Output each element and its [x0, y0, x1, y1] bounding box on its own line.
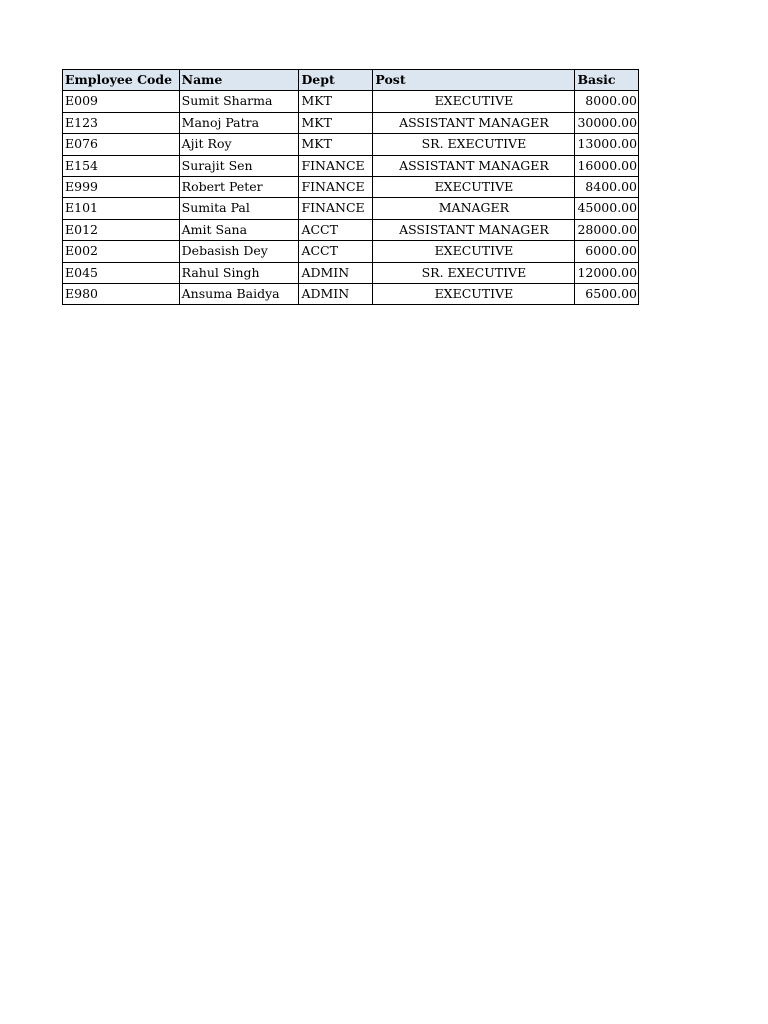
- employee-table: [62, 69, 639, 305]
- cell-basic: 13000.00: [575, 134, 639, 155]
- cell-employee-code: E012: [63, 219, 180, 240]
- cell-name: Ajit Roy: [179, 134, 299, 155]
- cell-post: SR. EXECUTIVE: [373, 262, 575, 283]
- table-row: [63, 219, 639, 240]
- cell-name: Ansuma Baidya: [179, 284, 299, 305]
- header-employee-code: Employee Code: [63, 70, 180, 91]
- cell-post: ASSISTANT MANAGER: [373, 219, 575, 240]
- table-row: [63, 262, 639, 283]
- cell-post: SR. EXECUTIVE: [373, 134, 575, 155]
- cell-basic: 8000.00: [575, 91, 639, 112]
- cell-basic: 6500.00: [575, 284, 639, 305]
- cell-employee-code: E999: [63, 177, 180, 198]
- cell-basic: 6000.00: [575, 241, 639, 262]
- cell-name: Manoj Patra: [179, 112, 299, 133]
- table-row: [63, 177, 639, 198]
- cell-post: MANAGER: [373, 198, 575, 219]
- cell-name: Rahul Singh: [179, 262, 299, 283]
- header-post: Post: [373, 70, 575, 91]
- table-row: [63, 241, 639, 262]
- cell-basic: 16000.00: [575, 155, 639, 176]
- table-row: [63, 112, 639, 133]
- cell-basic: 30000.00: [575, 112, 639, 133]
- cell-name: Sumit Sharma: [179, 91, 299, 112]
- cell-dept: ACCT: [299, 219, 373, 240]
- cell-basic: 8400.00: [575, 177, 639, 198]
- cell-dept: FINANCE: [299, 198, 373, 219]
- cell-employee-code: E123: [63, 112, 180, 133]
- header-name: Name: [179, 70, 299, 91]
- table-row: [63, 91, 639, 112]
- cell-post: EXECUTIVE: [373, 177, 575, 198]
- cell-name: Amit Sana: [179, 219, 299, 240]
- cell-employee-code: E009: [63, 91, 180, 112]
- cell-post: EXECUTIVE: [373, 91, 575, 112]
- cell-post: ASSISTANT MANAGER: [373, 112, 575, 133]
- cell-name: Surajit Sen: [179, 155, 299, 176]
- cell-dept: ADMIN: [299, 284, 373, 305]
- cell-name: Debasish Dey: [179, 241, 299, 262]
- table-row: [63, 134, 639, 155]
- cell-basic: 12000.00: [575, 262, 639, 283]
- table-row: [63, 284, 639, 305]
- cell-post: ASSISTANT MANAGER: [373, 155, 575, 176]
- cell-dept: ADMIN: [299, 262, 373, 283]
- cell-employee-code: E076: [63, 134, 180, 155]
- header-row: [63, 70, 639, 91]
- cell-employee-code: E154: [63, 155, 180, 176]
- cell-employee-code: E101: [63, 198, 180, 219]
- cell-post: EXECUTIVE: [373, 284, 575, 305]
- cell-dept: MKT: [299, 112, 373, 133]
- cell-employee-code: E045: [63, 262, 180, 283]
- header-basic: Basic: [575, 70, 639, 91]
- cell-name: Robert Peter: [179, 177, 299, 198]
- header-dept: Dept: [299, 70, 373, 91]
- cell-dept: MKT: [299, 134, 373, 155]
- cell-dept: FINANCE: [299, 155, 373, 176]
- cell-name: Sumita Pal: [179, 198, 299, 219]
- cell-employee-code: E980: [63, 284, 180, 305]
- cell-post: EXECUTIVE: [373, 241, 575, 262]
- cell-basic: 28000.00: [575, 219, 639, 240]
- cell-dept: ACCT: [299, 241, 373, 262]
- cell-dept: MKT: [299, 91, 373, 112]
- cell-employee-code: E002: [63, 241, 180, 262]
- cell-dept: FINANCE: [299, 177, 373, 198]
- table-row: [63, 155, 639, 176]
- cell-basic: 45000.00: [575, 198, 639, 219]
- table-row: [63, 198, 639, 219]
